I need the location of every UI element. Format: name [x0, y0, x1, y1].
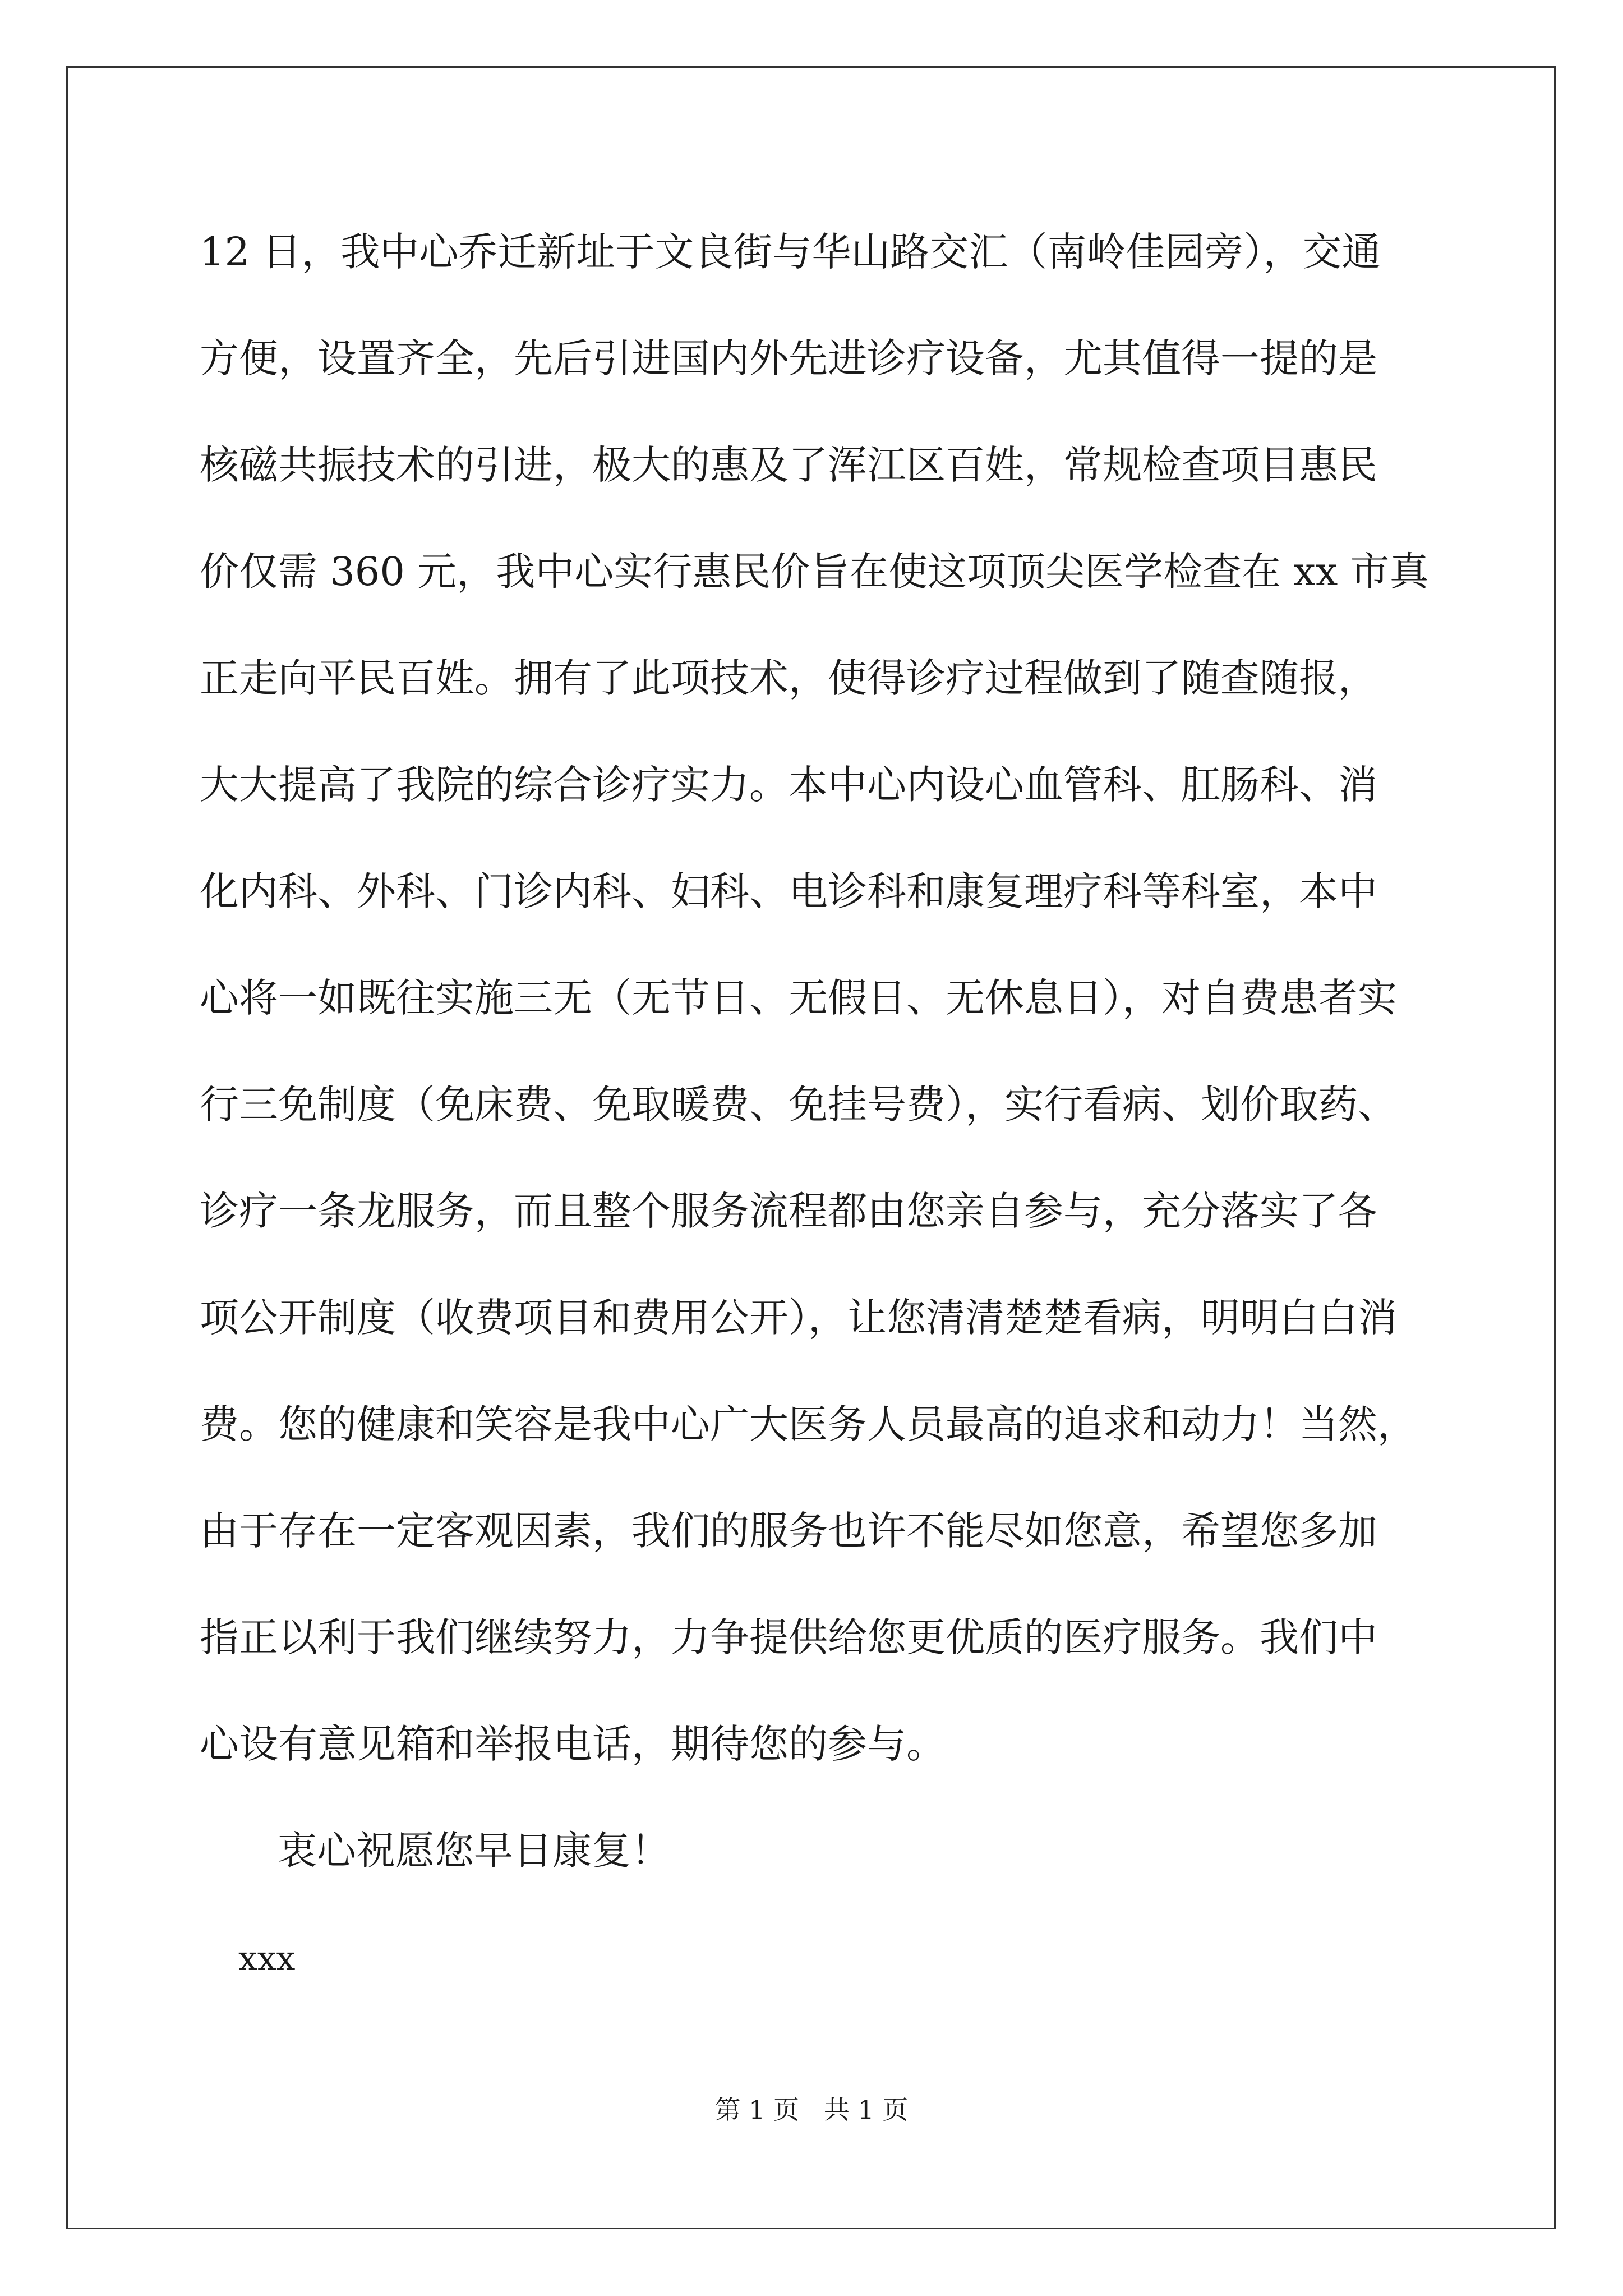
body-line-8: 心将一如既往实施三无（无节日、无假日、无休息日），对自费患者实: [200, 975, 1397, 1021]
body-line-13: 由于存在一定客观因素，我们的服务也许不能尽如您意，希望您多加: [200, 1508, 1377, 1554]
body-line-3: 核磁共振技术的引进，极大的惠及了浑江区百姓，常规检查项目惠民: [200, 442, 1377, 488]
signature: xxx: [238, 1939, 296, 1978]
body-line-5: 正走向平民百姓。拥有了此项技术，使得诊疗过程做到了随查随报，: [200, 655, 1377, 701]
body-line-1: 12 日，我中心乔迁新址于文良街与华山路交汇（南岭佳园旁），交通: [200, 229, 1381, 275]
body-line-7: 化内科、外科、门诊内科、妇科、电诊科和康复理疗科等科室，本中: [200, 868, 1377, 914]
page-number-footer: 第 1 页 共 1 页: [714, 2095, 909, 2125]
body-line-15: 心设有意见箱和举报电话，期待您的参与。: [200, 1721, 946, 1767]
body-line-11: 项公开制度（收费项目和费用公开），让您清清楚楚看病，明明白白消: [200, 1295, 1397, 1341]
body-line-6: 大大提高了我院的综合诊疗实力。本中心内设心血管科、肛肠科、消: [200, 762, 1377, 808]
page-border: [66, 66, 1556, 2229]
body-line-12: 费。您的健康和笑容是我中心广大医务人员最高的追求和动力！当然，: [200, 1401, 1417, 1447]
body-line-10: 诊疗一条龙服务，而且整个服务流程都由您亲自参与，充分落实了各: [200, 1188, 1377, 1234]
closing-wish: 衷心祝愿您早日康复！: [278, 1828, 670, 1874]
body-line-9: 行三免制度（免床费、免取暖费、免挂号费），实行看病、划价取药、: [200, 1082, 1397, 1128]
body-line-14: 指正以利于我们继续努力，力争提供给您更优质的医疗服务。我们中: [200, 1614, 1377, 1660]
body-line-2: 方便，设置齐全，先后引进国内外先进诊疗设备，尤其值得一提的是: [200, 335, 1377, 381]
body-line-4: 价仅需 360 元，我中心实行惠民价旨在使这项顶尖医学检查在 xx 市真: [200, 549, 1429, 595]
